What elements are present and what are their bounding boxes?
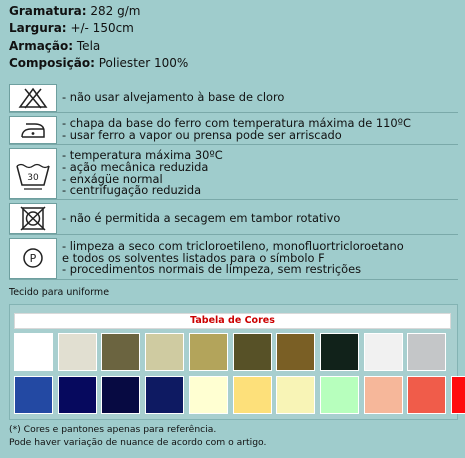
wash-30-icon (9, 148, 57, 199)
color-swatch (145, 333, 184, 371)
care-instructions (9, 84, 458, 280)
note-line: (*) Cores e pantones apenas para referência. (9, 424, 217, 435)
care-row (9, 238, 458, 280)
color-swatch (233, 333, 272, 371)
color-swatch (189, 376, 228, 414)
color-table (9, 304, 458, 420)
spec-armacao: Armação: Tela (9, 38, 101, 53)
color-swatch (407, 333, 446, 371)
color-swatch (407, 376, 446, 414)
dry-clean-label: P (29, 251, 37, 265)
color-swatch (276, 333, 315, 371)
care-row (9, 148, 458, 200)
care-text-line: - enxágüe normal (62, 171, 163, 186)
color-swatch (101, 333, 140, 371)
color-swatch (451, 376, 465, 414)
color-swatch (233, 376, 272, 414)
color-table-title: Tabela de Cores (14, 313, 451, 329)
care-row (9, 116, 458, 145)
care-text-line: - chapa da base do ferro com temperatura máxima de 110ºC (62, 116, 411, 131)
care-text-line: - não é permitida a secagem em tambor rotativo (62, 210, 341, 225)
spec-largura: Largura: +/- 150cm (9, 21, 134, 36)
fabric-specs (9, 3, 188, 72)
notes (9, 424, 266, 449)
color-swatch (145, 376, 184, 414)
color-swatch (364, 333, 403, 371)
wash-temp-label: 30 (27, 172, 39, 183)
color-swatch (276, 376, 315, 414)
spec-gramatura: Gramatura: 282 g/m (9, 4, 141, 18)
color-swatch (364, 376, 403, 414)
care-text-line: - temperatura máxima 30ºC (62, 148, 223, 163)
iron-icon (9, 116, 57, 144)
color-swatch (14, 333, 53, 371)
color-swatch (58, 376, 97, 414)
color-swatch (58, 333, 97, 371)
color-swatch (189, 333, 228, 371)
no-tumble-dry-icon (9, 203, 57, 234)
care-row (9, 84, 458, 113)
fabric-use-text: Tecido para uniforme (9, 287, 110, 298)
color-swatch (320, 376, 359, 414)
care-text-line: - não usar alvejamento à base de cloro (62, 90, 285, 105)
care-row (9, 203, 458, 235)
care-text-line: e todos os solventes listados para o símbolo F (62, 250, 325, 265)
no-bleach-icon (9, 84, 57, 112)
color-swatch (320, 333, 359, 371)
color-swatch (101, 376, 140, 414)
care-text-line: - limpeza a seco com tricloroetileno, monofluortricloroetano (62, 239, 404, 254)
dry-clean-p-icon (9, 238, 57, 279)
care-text-line: - usar ferro a vapor ou prensa pode ser arriscado (62, 128, 342, 142)
note-line: Pode haver variação de nuance de acordo com o artigo. (9, 436, 267, 448)
color-swatch (14, 376, 53, 414)
care-text-line: - centrifugação reduzida (62, 183, 202, 198)
care-text-line: - ação mecânica reduzida (62, 159, 209, 174)
spec-composicao: Composição: Poliester 100% (9, 55, 189, 70)
care-text-line: - procedimentos normais de limpeza, sem restrições (62, 262, 362, 277)
